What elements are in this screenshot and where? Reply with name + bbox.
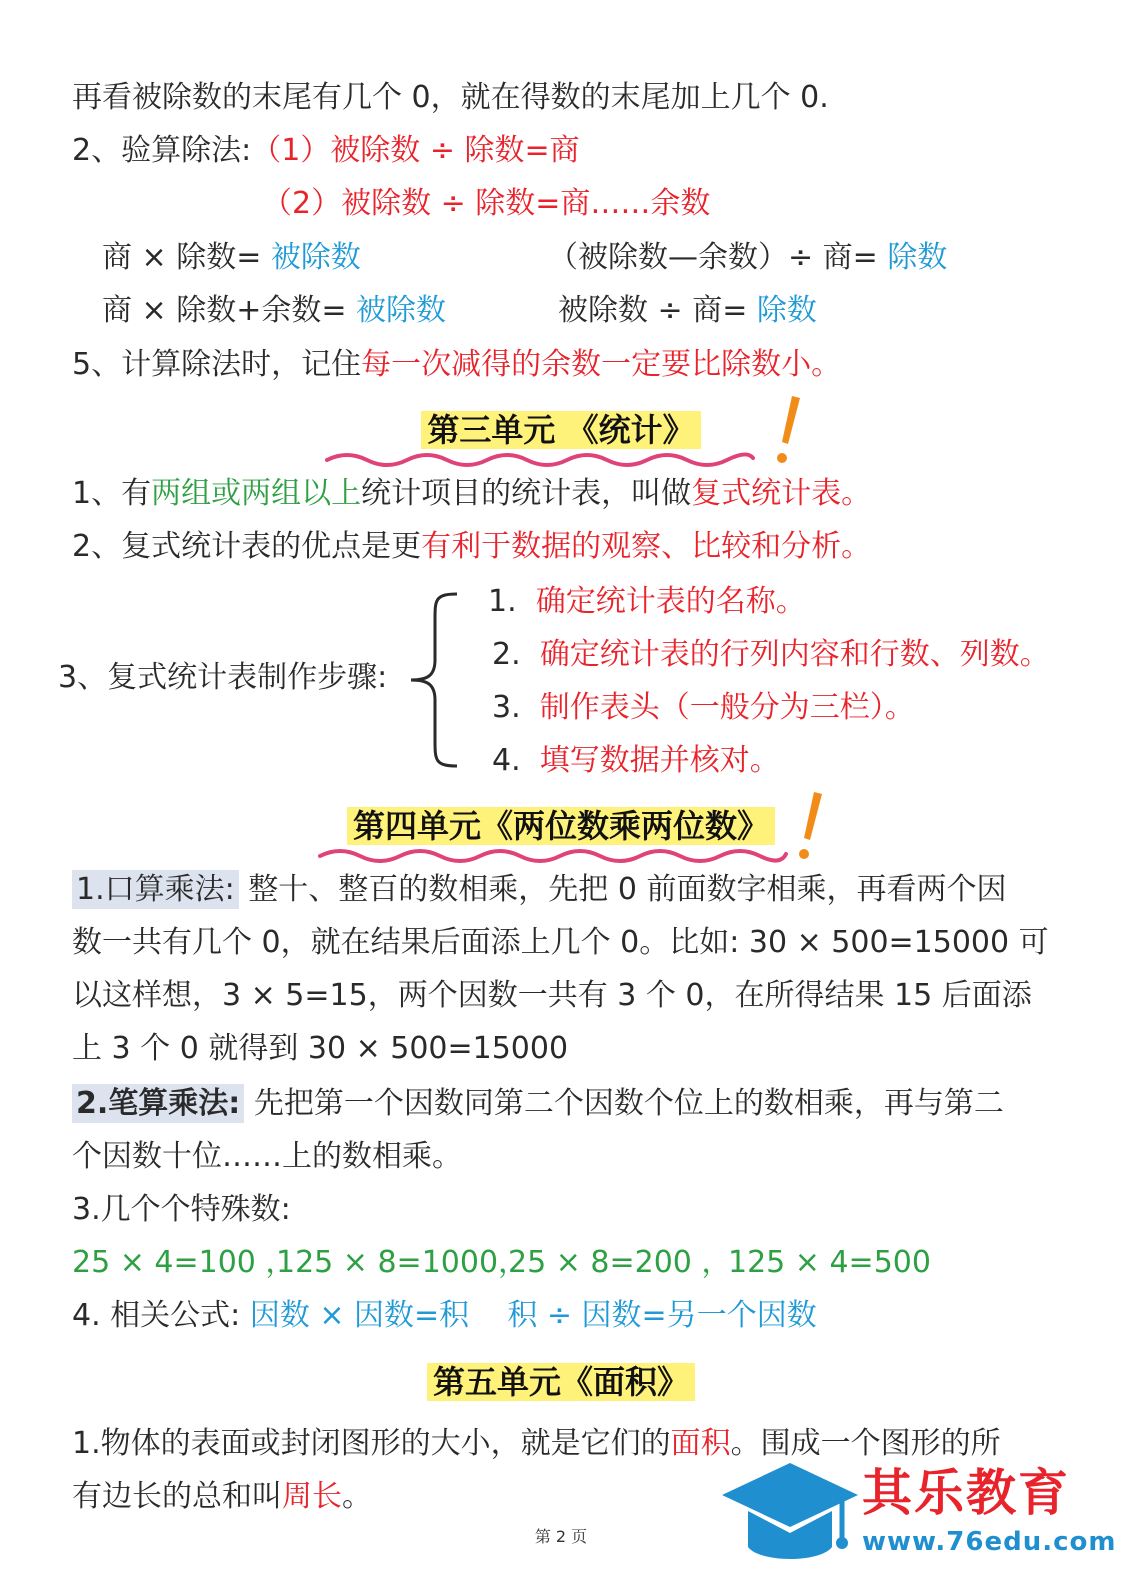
formula-label: 商 × 除数+余数=	[102, 293, 347, 328]
step-text: 填写数据并核对。	[539, 743, 780, 778]
wave-underline-decoration	[318, 844, 788, 866]
brand-name: 其乐教育	[862, 1464, 1070, 1522]
step-item	[492, 688, 915, 728]
red-text: 周长	[282, 1479, 342, 1514]
text-segment: 先把第一个因数同第二个因数个位上的数相乘，再与第二	[253, 1086, 1004, 1121]
special-number: 25 × 8=200 ，	[508, 1245, 732, 1280]
formula-value: 除数	[887, 240, 948, 275]
step-text: 制作表头（一般分为三栏）。	[539, 690, 915, 725]
formula-4	[558, 291, 817, 331]
point-5	[72, 345, 841, 385]
step-item	[492, 741, 780, 781]
graduation-cap-icon	[720, 1455, 860, 1575]
wave-underline-decoration	[325, 448, 755, 470]
check-division-line	[72, 131, 580, 171]
text-line: 数一共有几个 0，就在结果后面添上几个 0。比如: 30 × 500=15000 可	[72, 925, 1049, 960]
check-prefix: 2、验算除法:	[72, 133, 252, 168]
special-number: 25 × 4=100 ，	[72, 1245, 296, 1280]
step-text: 确定统计表的行列内容和行数、列数。	[539, 637, 1050, 672]
text-segment: 。	[342, 1479, 372, 1514]
unit-3-title-text: 第三单元 《统计》	[421, 411, 700, 449]
text-segment: 1、有	[72, 476, 152, 511]
steps-label: 3、复式统计表制作步骤:	[58, 660, 388, 695]
text-segment: 整十、整百的数相乘，先把 0 前面数字相乘，再看两个因	[248, 872, 1007, 907]
text-line: 以这样想，3 × 5=15，两个因数一共有 3 个 0，在所得结果 15 后面添	[72, 978, 1032, 1013]
formula-1	[102, 238, 361, 278]
text-line: 上 3 个 0 就得到 30 × 500=15000	[72, 1031, 569, 1066]
special-number: 125 × 4=500	[728, 1245, 931, 1280]
page-number: 第 2 页	[534, 1527, 588, 1546]
unit-3-point-2	[72, 527, 871, 567]
exclamation-icon	[790, 788, 830, 868]
text-line	[72, 1477, 372, 1517]
unit-4-point-1	[72, 870, 1006, 910]
check-formula-1: （1）被除数 ÷ 除数=商	[251, 133, 580, 168]
text-segment: 1.物体的表面或封闭图形的大小，就是它们的	[72, 1426, 671, 1461]
text-segment: 有边长的总和叫	[72, 1479, 282, 1514]
unit-3-title	[0, 408, 1122, 452]
point-5-highlight: 每一次减得的余数一定要比除数小。	[361, 347, 842, 382]
point-label: 1.口算乘法:	[72, 870, 239, 909]
formula-3	[102, 291, 446, 331]
step-number: 2.	[492, 637, 521, 672]
red-text: 有利于数据的观察、比较和分析。	[421, 529, 872, 564]
formula-value: 除数	[756, 293, 817, 328]
brand-logo	[720, 1455, 1117, 1575]
text-segment: 。围成一个图形的所	[730, 1426, 1001, 1461]
green-text: 两组或两组以上	[151, 476, 362, 511]
unit-4-point-4	[72, 1296, 817, 1336]
formula-label: 商 × 除数=	[102, 240, 262, 275]
text-segment: 统计项目的统计表，叫做	[361, 476, 692, 511]
unit-4-title-text: 第四单元《两位数乘两位数》	[347, 807, 775, 845]
text-segment: 2、复式统计表的优点是更	[72, 529, 422, 564]
point-5-prefix: 5、计算除法时，记住	[72, 347, 362, 382]
red-text: 复式统计表。	[691, 476, 872, 511]
step-text: 确定统计表的名称。	[535, 584, 806, 619]
point-label: 2.笔算乘法:	[72, 1084, 244, 1123]
formula-value: 被除数	[356, 293, 447, 328]
formula-label: 被除数 ÷ 商=	[558, 293, 748, 328]
check-formula-2: （2）被除数 ÷ 除数=商……余数	[262, 186, 711, 221]
step-number: 1.	[488, 584, 517, 619]
formula-value: 因数 × 因数=积	[249, 1298, 470, 1333]
text-line: 个因数十位……上的数相乘。	[72, 1139, 462, 1174]
formula-value: 被除数	[270, 240, 361, 275]
step-number: 3.	[492, 690, 521, 725]
step-item	[488, 582, 806, 622]
step-item	[492, 635, 1050, 675]
red-text: 面积	[670, 1426, 731, 1461]
curly-brace-icon	[405, 590, 465, 772]
unit-3-point-1	[72, 474, 871, 514]
formula-2	[548, 238, 947, 278]
unit-4-title	[0, 804, 1122, 848]
text-line: 再看被除数的末尾有几个 0，就在得数的末尾加上几个 0.	[72, 80, 829, 115]
special-number: 125 × 8=1000，	[276, 1245, 529, 1280]
formula-label: （被除数—余数）÷ 商=	[548, 240, 878, 275]
step-number: 4.	[492, 743, 521, 778]
point-label: 4. 相关公式:	[72, 1298, 241, 1333]
brand-url: www.76edu.com	[862, 1527, 1117, 1557]
exclamation-icon	[768, 392, 808, 472]
unit-4-point-2	[72, 1084, 1004, 1124]
unit-4-point-3: 3.几个个特殊数:	[72, 1192, 291, 1227]
formula-value: 积 ÷ 因数=另一个因数	[507, 1298, 817, 1333]
unit-5-title-text: 第五单元《面积》	[427, 1363, 695, 1401]
unit-5-title	[0, 1360, 1122, 1404]
